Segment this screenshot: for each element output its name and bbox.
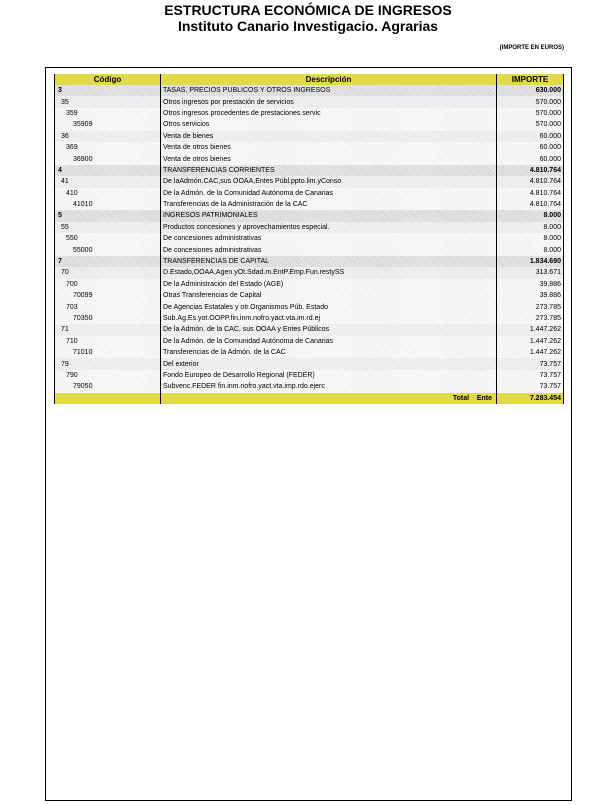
table-row: [55, 142, 564, 153]
row-code: 41010: [55, 199, 161, 210]
table-row: [55, 233, 564, 244]
table-row: [55, 336, 564, 347]
row-code: 71010: [55, 347, 161, 358]
row-code: 36: [55, 131, 161, 142]
row-code: 35: [55, 96, 161, 107]
row-description: Venta de otros bienes: [161, 153, 497, 164]
row-code: 790: [55, 370, 161, 381]
table-row: [55, 324, 564, 335]
row-code: 36900: [55, 153, 161, 164]
row-code: 3: [55, 85, 161, 96]
row-code: 550: [55, 233, 161, 244]
row-code: 369: [55, 142, 161, 153]
table-row: [55, 279, 564, 290]
table-row: [55, 222, 564, 233]
row-code: 710: [55, 336, 161, 347]
row-amount: 73.757: [497, 358, 564, 369]
table-row: [55, 199, 564, 210]
row-code: 55: [55, 222, 161, 233]
column-header-amount: IMPORTE: [497, 74, 564, 85]
row-description: TRANSFERENCIAS DE CAPITAL: [161, 256, 497, 267]
table-row: [55, 301, 564, 312]
row-code: 41: [55, 176, 161, 187]
row-description: De la Admón. de la Comunidad Autónoma de Canarias: [161, 188, 497, 199]
row-amount: 8.000: [497, 222, 564, 233]
row-code: 79050: [55, 381, 161, 392]
row-amount: 273.785: [497, 313, 564, 324]
row-description: INGRESOS PATRIMONIALES: [161, 210, 497, 221]
row-amount: 1.447.262: [497, 347, 564, 358]
row-amount: 39.886: [497, 290, 564, 301]
row-description: Transferencias de la Admón. de la CAC: [161, 347, 497, 358]
row-description: Productos concesiones y aprovechamientos especial.: [161, 222, 497, 233]
table-row: [55, 188, 564, 199]
row-code: 700: [55, 279, 161, 290]
row-description: Venta de bienes: [161, 131, 497, 142]
row-description: De Agencias Estatales y otr.Organismos Púb. Estado: [161, 301, 497, 312]
row-description: Otros servicios: [161, 119, 497, 130]
row-code: 35909: [55, 119, 161, 130]
row-amount: 8.000: [497, 244, 564, 255]
row-amount: 73.757: [497, 370, 564, 381]
table-row: [55, 96, 564, 107]
table-row: [55, 381, 564, 392]
table-row: [55, 370, 564, 381]
table-row: [55, 176, 564, 187]
row-amount: 570.000: [497, 96, 564, 107]
row-code: 7: [55, 256, 161, 267]
row-amount: 4.810.764: [497, 176, 564, 187]
row-description: De la Admón. de la CAC, sus OOAA y Entes Públicos: [161, 324, 497, 335]
table-row: [55, 313, 564, 324]
row-code: 703: [55, 301, 161, 312]
row-amount: 4.810.764: [497, 165, 564, 176]
row-amount: 1.447.262: [497, 324, 564, 335]
row-amount: 570.000: [497, 108, 564, 119]
row-amount: 4.810.764: [497, 199, 564, 210]
total-label: [161, 393, 497, 404]
row-code: 359: [55, 108, 161, 119]
row-amount: 8.000: [497, 210, 564, 221]
total-row: [55, 393, 564, 404]
row-description: D.Estado,OOAA,Agen.yOt.Sdad.m.EntP.Emp.Fun.restySS: [161, 267, 497, 278]
row-amount: 73.757: [497, 381, 564, 392]
table-row: [55, 267, 564, 278]
column-header-description: Descripción: [161, 74, 497, 85]
row-amount: 313.671: [497, 267, 564, 278]
row-code: 79: [55, 358, 161, 369]
row-description: Otros ingresos por prestación de servicios: [161, 96, 497, 107]
table-row: [55, 290, 564, 301]
total-label-text: Total: [452, 394, 470, 402]
total-spacer: [55, 393, 161, 404]
row-amount: 8.000: [497, 233, 564, 244]
table-row: [55, 119, 564, 130]
row-description: TRANSFERENCIAS CORRIENTES: [161, 165, 497, 176]
row-description: De concesiones administrativas: [161, 233, 497, 244]
table-row: [55, 131, 564, 142]
row-amount: 60.000: [497, 142, 564, 153]
row-amount: 570.000: [497, 119, 564, 130]
row-description: De la Admón. de la Comunidad Autónoma de Canarias: [161, 336, 497, 347]
row-code: 71: [55, 324, 161, 335]
report-title: ESTRUCTURA ECONÓMICA DE INGRESOS: [164, 2, 452, 18]
row-code: 70350: [55, 313, 161, 324]
table-row: [55, 210, 564, 221]
row-amount: 4.810.764: [497, 188, 564, 199]
entity-subtitle: Instituto Canario Investigacio. Agrarias: [177, 18, 439, 34]
row-description: Transferencias de la Administración de la CAC: [161, 199, 497, 210]
row-description: De laAdmón.CAC,sus OOAA,Entes Públ.ppto.lim.yConso: [161, 176, 497, 187]
row-amount: 1.834.690: [497, 256, 564, 267]
table-row: [55, 153, 564, 164]
table-row: [55, 108, 564, 119]
total-entity-text: Ente: [476, 394, 492, 402]
row-description: TASAS, PRECIOS PUBLICOS Y OTROS INGRESOS: [161, 85, 497, 96]
row-description: De concesiones administrativas: [161, 244, 497, 255]
row-code: 70: [55, 267, 161, 278]
table-row: [55, 358, 564, 369]
row-code: 410: [55, 188, 161, 199]
row-code: 5: [55, 210, 161, 221]
row-amount: 1.447.262: [497, 336, 564, 347]
row-amount: 273.785: [497, 301, 564, 312]
row-description: Venta de otros bienes: [161, 142, 497, 153]
row-amount: 630.000: [497, 85, 564, 96]
row-description: Otras Transferencias de Capital: [161, 290, 497, 301]
row-description: Fondo Europeo de Desarrollo Regional (FEDER): [161, 370, 497, 381]
column-header-code: Código: [55, 74, 161, 85]
row-description: Sub.Ag.Es.yot.OOPP.fin.inm.nofro.yact.vta.im.rd.ej: [161, 313, 497, 324]
table-row: [55, 85, 564, 96]
row-code: 4: [55, 165, 161, 176]
table-row: [55, 165, 564, 176]
table-row: [55, 347, 564, 358]
units-note: (IMPORTE EN EUROS): [499, 45, 564, 51]
table-row: [55, 244, 564, 255]
table-header-row: [55, 74, 564, 85]
row-description: Subvenc.FEDER fin.inm.nofro.yact.vta.imp.rdo.ejerc: [161, 381, 497, 392]
income-structure-table: [54, 74, 564, 404]
row-amount: 60.000: [497, 153, 564, 164]
row-description: De la Administración del Estado (AGE): [161, 279, 497, 290]
row-code: 70099: [55, 290, 161, 301]
row-description: Otros ingresos procedentes de prestaciones servic: [161, 108, 497, 119]
row-amount: 60.000: [497, 131, 564, 142]
row-amount: 39.886: [497, 279, 564, 290]
row-description: Del exterior: [161, 358, 497, 369]
table-row: [55, 256, 564, 267]
total-amount: 7.283.454: [497, 393, 564, 404]
row-code: 55000: [55, 244, 161, 255]
